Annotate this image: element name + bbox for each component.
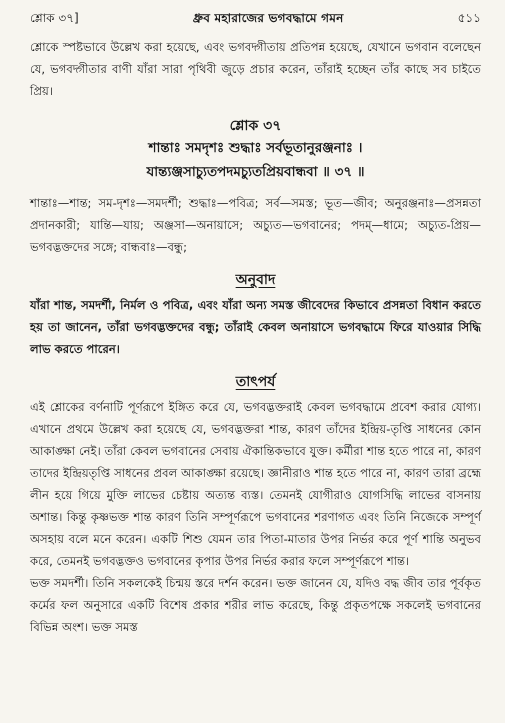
- translation-heading: অনুবাদ: [235, 272, 276, 288]
- chapter-title: ধ্রুব মহারাজের ভগবদ্ধামে গমন: [192, 11, 344, 25]
- verse-line-2: যান্ত্যঞ্জসাচ্যুতপদমচ্যুতপ্রিয়বান্ধবা ॥ ৩৭ ॥: [146, 164, 365, 180]
- translation-paragraph: যাঁরা শান্ত, সমদর্শী, নির্মল ও পবিত্র, এবং যাঁরা অন্য সমস্ত জীবেদের কিভাবে প্রসন্নতা বিধান করতে হয় তা জানেন, তাঁরা ভগবদ্ভক্তদের বন্ধু; তাঁরাই কেবল অনায়াসে ভগবদ্ধামে ফিরে যাওয়ার সিদ্ধি লাভ করতে পারেন।: [30, 298, 481, 356]
- verse-line-1: শান্তাঃ সমদৃশঃ শুদ্ধাঃ সর্বভূতানুরঞ্জনাঃ ।: [148, 140, 363, 156]
- purport-heading: তাৎপর্য: [235, 374, 276, 390]
- intro-paragraph: শ্লোকে স্পষ্টভাবে উল্লেখ করা হয়েছে, এবং ভগবদ্গীতায় প্রতিপন্ন হয়েছে, যেখানে ভগবান বলেছেন যে, ভগবদ্গীতার বাণী যাঁরা সারা পৃথিবী জুড়ে প্রচার করেন, তাঁরাই হচ্ছেন তাঁর কাছে সব চাইতে প্রিয়।: [30, 40, 481, 98]
- verse-label: শ্লোক ৩৭: [229, 118, 282, 134]
- page-header: [30, 10, 481, 28]
- synonyms-paragraph: শান্তাঃ—শান্ত; সম-দৃশঃ—সমদর্শী; শুদ্ধাঃ—পবিত্র; সর্ব—সমস্ত; ভূত—জীব; অনুরঞ্জনাঃ—প্রসন্নতা প্রদানকারী; যান্তি—যায়; অঞ্জসা—অনায়াসে; অচ্যুত—ভগবানের; পদম্—ধামে; অচ্যুত-প্রিয়—ভগবদ্ভক্তদের সঙ্গে; বান্ধবাঃ—বন্ধু;: [30, 196, 481, 254]
- page-number: ৫১১: [457, 11, 481, 25]
- purport-body: [30, 396, 481, 638]
- purport-paragraph: ভক্ত সমদর্শী। তিনি সকলকেই চিন্ময় স্তরে দর্শন করেন। ভক্ত জানেন যে, যদিও বদ্ধ জীব তার পূর্বকৃত কর্মের ফল অনুসারে একটি বিশেষ প্রকার শরীর লাভ করেছে, কিন্তু প্রকৃতপক্ষে সকলেই ভগবানের বিভিন্ন অংশ। ভক্ত সমস্ত: [30, 576, 481, 634]
- verse-reference: শ্লোক ৩৭]: [30, 11, 79, 25]
- purport-paragraph: এই শ্লোকের বর্ণনাটি পূর্ণরূপে ইঙ্গিত করে যে, ভগবদ্ভক্তরাই কেবল ভগবদ্ধামে প্রবেশ করার যোগ্য। এখানে প্রথমে উল্লেখ করা হয়েছে যে, ভগবদ্ভক্তরা শান্ত, কারণ তাঁদের ইন্দ্রিয়-তৃপ্তি সাধনের কোন আকাঙ্ক্ষা নেই। তাঁরা কেবল ভগবানের সেবায় ঐকান্তিকভাবে যুক্ত। কর্মীরা শান্ত হতে পারে না, কারণ তাদের ইন্দ্রিয়তৃপ্তি সাধনের প্রবল আকাঙ্ক্ষা রয়েছে। জ্ঞানীরাও শান্ত হতে পারে না, কারণ তারা ব্রহ্মে লীন হয়ে গিয়ে মুক্তি লাভের চেষ্টায় অত্যন্ত ব্যস্ত। তেমনই যোগীরাও যোগসিদ্ধি লাভের বাসনায় অশান্ত। কিন্তু কৃষ্ণভক্ত শান্ত কারণ তিনি সম্পূর্ণরূপে ভগবানের শরণাগত এবং তিনি নিজেকে সম্পূর্ণ অসহায় বলে মনে করেন। একটি শিশু যেমন তার পিতা-মাতার উপর নির্ভর করে পূর্ণ শান্তি অনুভব করে, তেমনই ভগবদ্ভক্তও ভগবানের কৃপার উপর নির্ভর করার ফলে সম্পূর্ণরূপে শান্ত।: [30, 400, 481, 568]
